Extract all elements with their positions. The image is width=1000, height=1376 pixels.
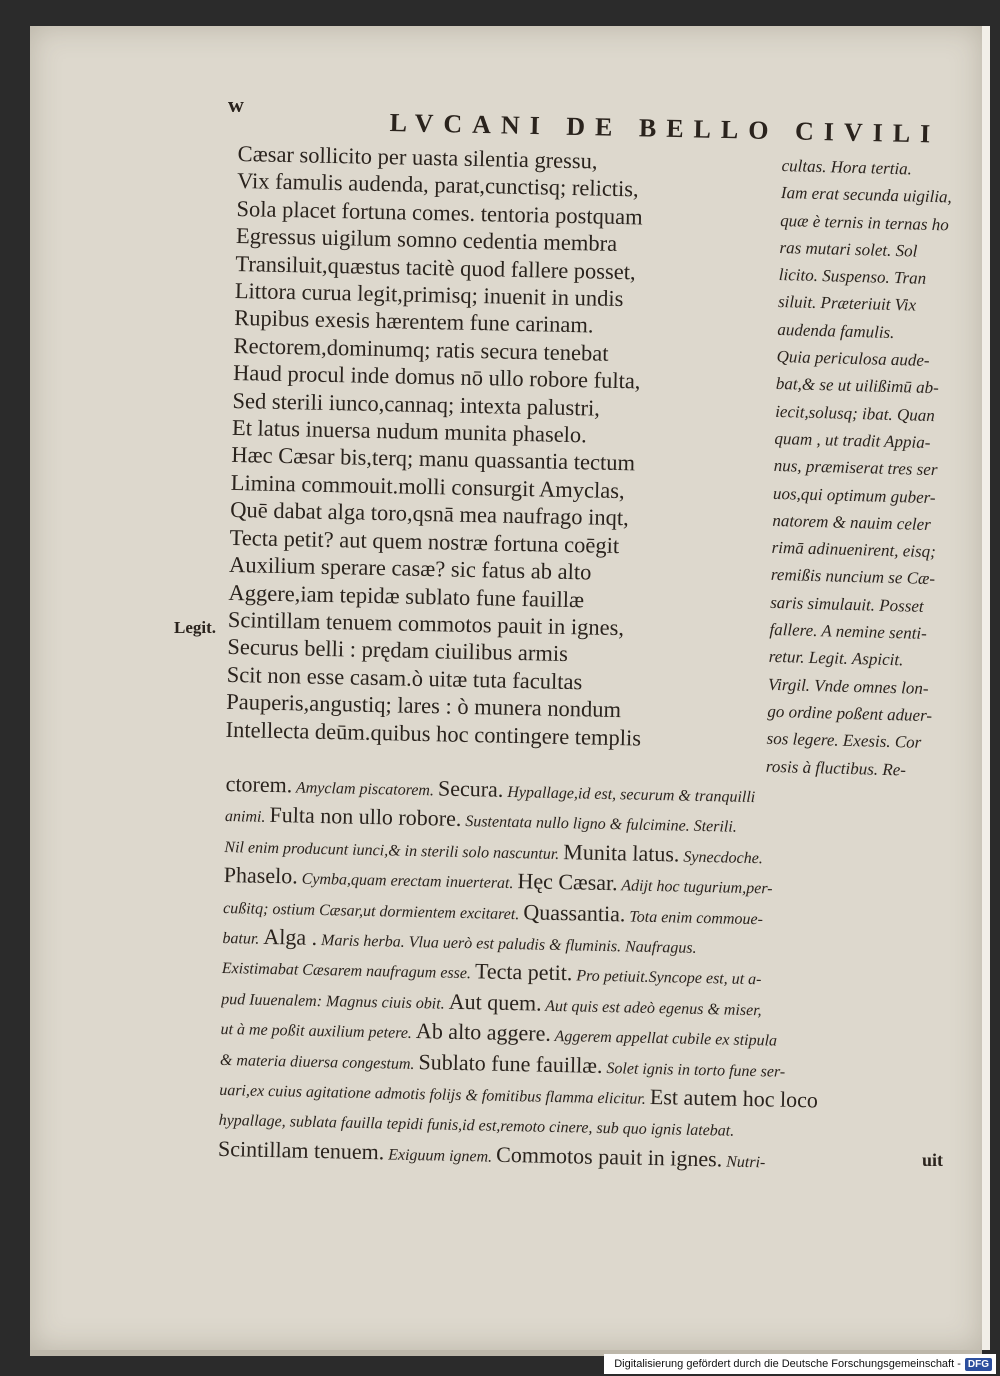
commentary-gloss: hypallage, sublata fauilla tepidi funis,id est,remoto cinere, sub quo ignis latebat. xyxy=(218,1112,735,1141)
side-line: Quia periculosa aude- xyxy=(776,347,930,371)
verse-line: Sola placet fortuna comes. tentoria postquam xyxy=(236,195,643,230)
catchword: uit xyxy=(922,1150,944,1170)
side-line: uos,qui optimum guber- xyxy=(772,483,936,507)
verse-line: Intellecta deūm.quibus hoc contingere templis xyxy=(225,716,642,751)
side-line: go ordine poßent aduer- xyxy=(767,701,933,726)
side-line: Iam erat secunda uigilia, xyxy=(780,183,953,207)
footer-credit: Digitalisierung gefördert durch die Deutsche Forschungsgemeinschaft - xyxy=(614,1358,961,1370)
side-line: cultas. Hora tertia. xyxy=(781,155,913,179)
commentary-lemma: Est autem hoc loco xyxy=(649,1084,819,1113)
verse-line: Tecta petit? aut quem nostræ fortuna coēgit xyxy=(229,524,620,558)
commentary-gloss: uari,ex cuius agitatione admotis folijs & fomitibus flamma elicitur. xyxy=(219,1081,651,1109)
verse-line: Scintillam tenuem commotos pauit in ignes, xyxy=(227,606,625,641)
side-line: sos legere. Exesis. Cor xyxy=(766,729,922,753)
commentary-lemma: Hęc Cæsar. xyxy=(517,868,618,896)
side-line: licito. Suspenso. Tran xyxy=(778,265,927,288)
side-line: retur. Legit. Aspicit. xyxy=(768,647,904,670)
commentary-lemma: Secura. xyxy=(437,775,504,802)
side-line: quæ è ternis in ternas ho xyxy=(779,210,950,234)
side-line: saris simulauit. Posset xyxy=(769,592,924,616)
commentary-gloss: Aggerem appellat cubile ex stipula xyxy=(550,1028,778,1050)
page-number: w xyxy=(228,92,244,117)
commentary-gloss: Hypallage,id est, securum & tranquilli xyxy=(503,783,756,807)
commentary-gloss: Pro petiuit.Syncope est, ut a- xyxy=(572,967,762,989)
commentary-gloss: Synecdoche. xyxy=(679,848,764,868)
verse-line: Vix famulis audenda, parat,cunctisq; relictis, xyxy=(236,168,639,202)
verse-line: Securus belli : prędam ciuilibus armis xyxy=(227,634,569,667)
commentary-gloss: Sustentata nullo ligno & fulcimine. Sterili. xyxy=(461,813,737,837)
verse-line: Et latus inuersa nudum munita phaselo. xyxy=(231,415,588,448)
commentary-lemma: Tecta petit. xyxy=(474,958,573,986)
commentary-lemma: Scintillam tenuem. xyxy=(217,1135,385,1165)
side-line: fallere. A nemine senti- xyxy=(769,619,928,643)
side-line: bat,& se ut uilißimū ab- xyxy=(775,374,940,398)
side-line: rimā adinuenirent, eisq; xyxy=(771,538,936,562)
commentary-gloss: pud Iuuenalem: Magnus ciuis obit. xyxy=(221,990,449,1013)
side-line: siluit. Præteriuit Vix xyxy=(777,292,917,316)
commentary-gloss: Amyclam piscatorem. xyxy=(292,779,439,800)
verse-line: Cæsar sollicito per uasta silentia gressu, xyxy=(237,140,598,174)
dfg-logo: DFG xyxy=(965,1358,992,1371)
commentary-lemma: Aut quem. xyxy=(448,988,542,1016)
commentary-gloss: Maris herba. Vlua uerò est paludis & fluminis. Naufragus. xyxy=(316,931,697,957)
commentary-gloss: Existimabat Cæsarem naufragum esse. xyxy=(221,960,476,983)
side-line: rosis à fluctibus. Re- xyxy=(765,756,907,779)
commentary-gloss: Tota enim commoue- xyxy=(625,908,764,928)
verse-line: Littora curua legit,primisq; inuenit in undis xyxy=(234,278,624,312)
verse-line: Limina commouit.molli consurgit Amyclas, xyxy=(230,469,625,504)
verse-line: Rectorem,dominumq; ratis secura tenebat xyxy=(233,332,609,366)
page-edge-right xyxy=(982,26,990,1350)
commentary-gloss: Solet ignis in torto fune ser- xyxy=(602,1059,786,1081)
side-line: remißis nuncium se Cæ- xyxy=(770,565,936,589)
footer-bar xyxy=(604,1354,996,1374)
commentary-gloss: Exiguum ignem. xyxy=(384,1146,497,1166)
commentary-gloss: cußitq; ostium Cæsar,ut dormientem excitaret. xyxy=(222,899,524,923)
verse-line: Scit non esse casam.ò uitæ tuta facultas xyxy=(226,661,583,695)
side-line: ras mutari solet. Sol xyxy=(779,237,918,261)
side-commentary xyxy=(766,152,972,785)
commentary-gloss: Adijt hoc tugurium,per- xyxy=(617,877,773,898)
commentary-lemma: Munita latus. xyxy=(563,838,680,867)
side-line: quam , ut tradit Appia- xyxy=(774,428,931,452)
margin-note: Legit. xyxy=(174,618,217,637)
commentary-gloss: Nil enim producunt iunci,& in sterili solo nascuntur. xyxy=(224,838,564,863)
running-title: LVCANI DE BELLO CIVILI xyxy=(389,108,941,149)
side-line: nus, præmiserat tres ser xyxy=(773,456,938,480)
commentary-lemma: Alga . xyxy=(263,923,318,950)
commentary-lemma: Commotos pauit in ignes. xyxy=(495,1141,723,1172)
verse-line: Haud procul inde domus nō ullo robore fulta, xyxy=(232,360,641,394)
commentary-gloss: animi. xyxy=(224,808,270,827)
commentary-gloss: Aut quis est adeò egenus & miser, xyxy=(541,997,762,1020)
commentary-gloss: Cymba,quam erectam inuerterat. xyxy=(297,870,518,893)
side-line: audenda famulis. xyxy=(777,319,895,342)
verse-block xyxy=(225,140,760,754)
commentary-lemma: Phaselo. xyxy=(223,862,299,889)
verse-line: Pauperis,angustiq; lares : ò munera nondum xyxy=(225,689,622,723)
verse-line: Sed sterili iunco,cannaq; intexta palustri, xyxy=(232,387,601,421)
commentary-gloss: Nutri- xyxy=(722,1153,766,1172)
side-line: iecit,solusq; ibat. Quan xyxy=(774,401,936,425)
commentary-lemma: Quassantia. xyxy=(523,898,626,927)
side-line: Virgil. Vnde omnes lon- xyxy=(767,674,929,698)
verse-line: Hæc Cæsar bis,terq; manu quassantia tectum xyxy=(231,442,636,476)
commentary-lemma: ctorem. xyxy=(225,770,293,798)
commentary-gloss: & materia diuersa congestum. xyxy=(219,1051,419,1073)
commentary-lemma: Sublato fune fauillæ. xyxy=(418,1048,603,1078)
verse-line: Rupibus exesis hærentem fune carinam. xyxy=(234,305,594,338)
commentary-gloss: ut à me poßit auxilium petere. xyxy=(220,1021,417,1043)
verse-line: Egressus uigilum somno cedentia membra xyxy=(235,223,618,257)
verse-line: Quē dabat alga toro,qsnā mea naufrago inqt, xyxy=(229,497,630,531)
verse-line: Auxilium sperare casæ? sic fatus ab alto xyxy=(228,552,592,585)
verse-line: Aggere,iam tepidæ sublato fune fauillæ xyxy=(228,579,585,612)
commentary-lemma: Ab alto aggere. xyxy=(415,1018,552,1047)
commentary-block xyxy=(218,770,968,1181)
commentary-lemma: Fulta non ullo robore. xyxy=(269,802,462,832)
side-line: natorem & nauim celer xyxy=(772,510,932,534)
verse-line: Transiluit,quæstus tacitè quod fallere posset, xyxy=(235,250,636,284)
commentary-gloss: batur. xyxy=(222,929,264,948)
